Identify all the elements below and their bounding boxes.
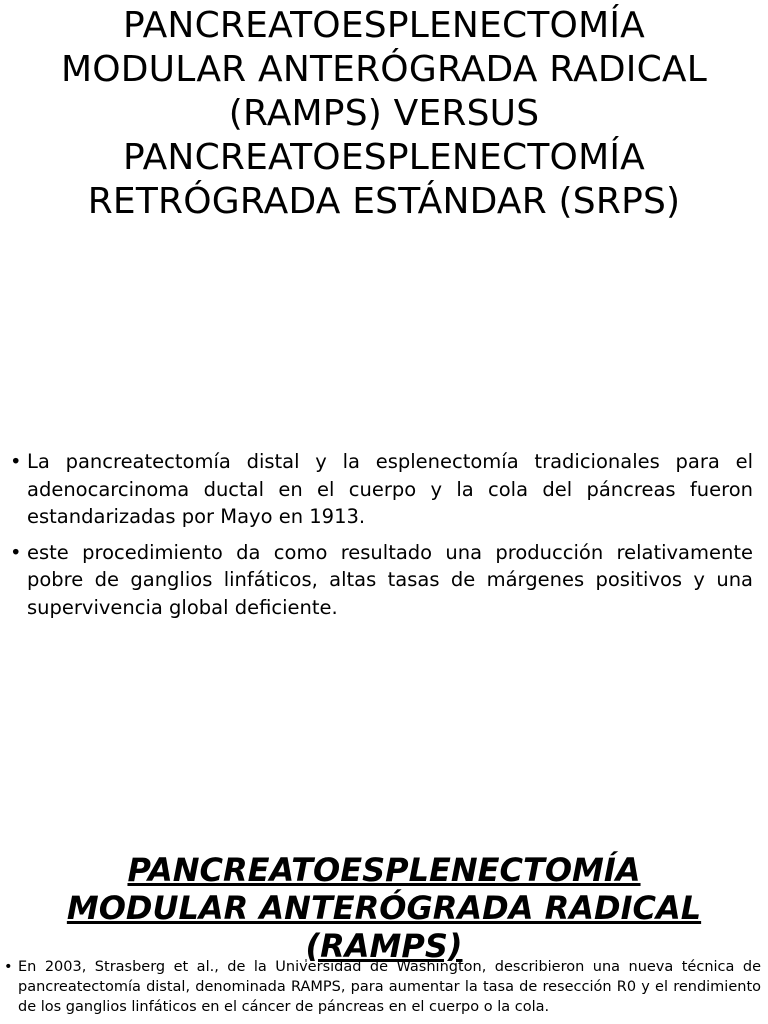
slide-2-title-line: MODULAR ANTERÓGRADA RADICAL	[66, 889, 702, 927]
slide-1-title-line: MODULAR ANTERÓGRADA RADICAL	[60, 49, 708, 90]
slide-2	[0, 845, 768, 1024]
bullet-text: este procedimiento da como resultado una producción relativamente pobre de ganglios linfáticos, altas tasas de márgenes positivos y una supervivencia global deficiente.	[27, 540, 753, 619]
bullet-dot-icon: •	[10, 450, 22, 473]
bullet-dot-icon: •	[10, 540, 22, 564]
bullet-text: En 2003, Strasberg et al., de la Universidad de Washington, describieron una nueva técnica de pancreatectomía distal, denominada RAMPS, para aumentar la tasa de resección R0 y el rendimiento de los ganglios linfáticos en el cáncer de páncreas en el cuerpo o la cola.	[18, 959, 761, 1015]
bullet-item	[10, 539, 753, 622]
slide-2-title-line: (RAMPS)	[305, 927, 463, 965]
slide-1-title-line: (RAMPS) VERSUS	[228, 93, 540, 134]
slide-2-title-line: PANCREATOESPLENECTOMÍA	[127, 851, 641, 889]
bullet-text: La pancreatectomía distal y la esplenectomía tradicionales para el adenocarcinoma ductal en el cuerpo y la cola del páncreas fueron estandarizadas por Mayo en 1913.	[27, 450, 753, 528]
slide-1-title	[10, 4, 758, 224]
slide-1-title-line: RETRÓGRADA ESTÁNDAR (SRPS)	[87, 181, 681, 222]
slide-1-title-line: PANCREATOESPLENECTOMÍA	[123, 137, 645, 178]
slide-1-title-line: PANCREATOESPLENECTOMÍA	[123, 5, 645, 46]
bullet-item	[4, 957, 761, 1017]
slide-2-title	[0, 851, 768, 965]
slide-2-bullet-list	[4, 957, 761, 1017]
bullet-item	[10, 448, 753, 531]
bullet-dot-icon: •	[4, 959, 13, 975]
slide-1-bullet-list	[10, 448, 753, 629]
